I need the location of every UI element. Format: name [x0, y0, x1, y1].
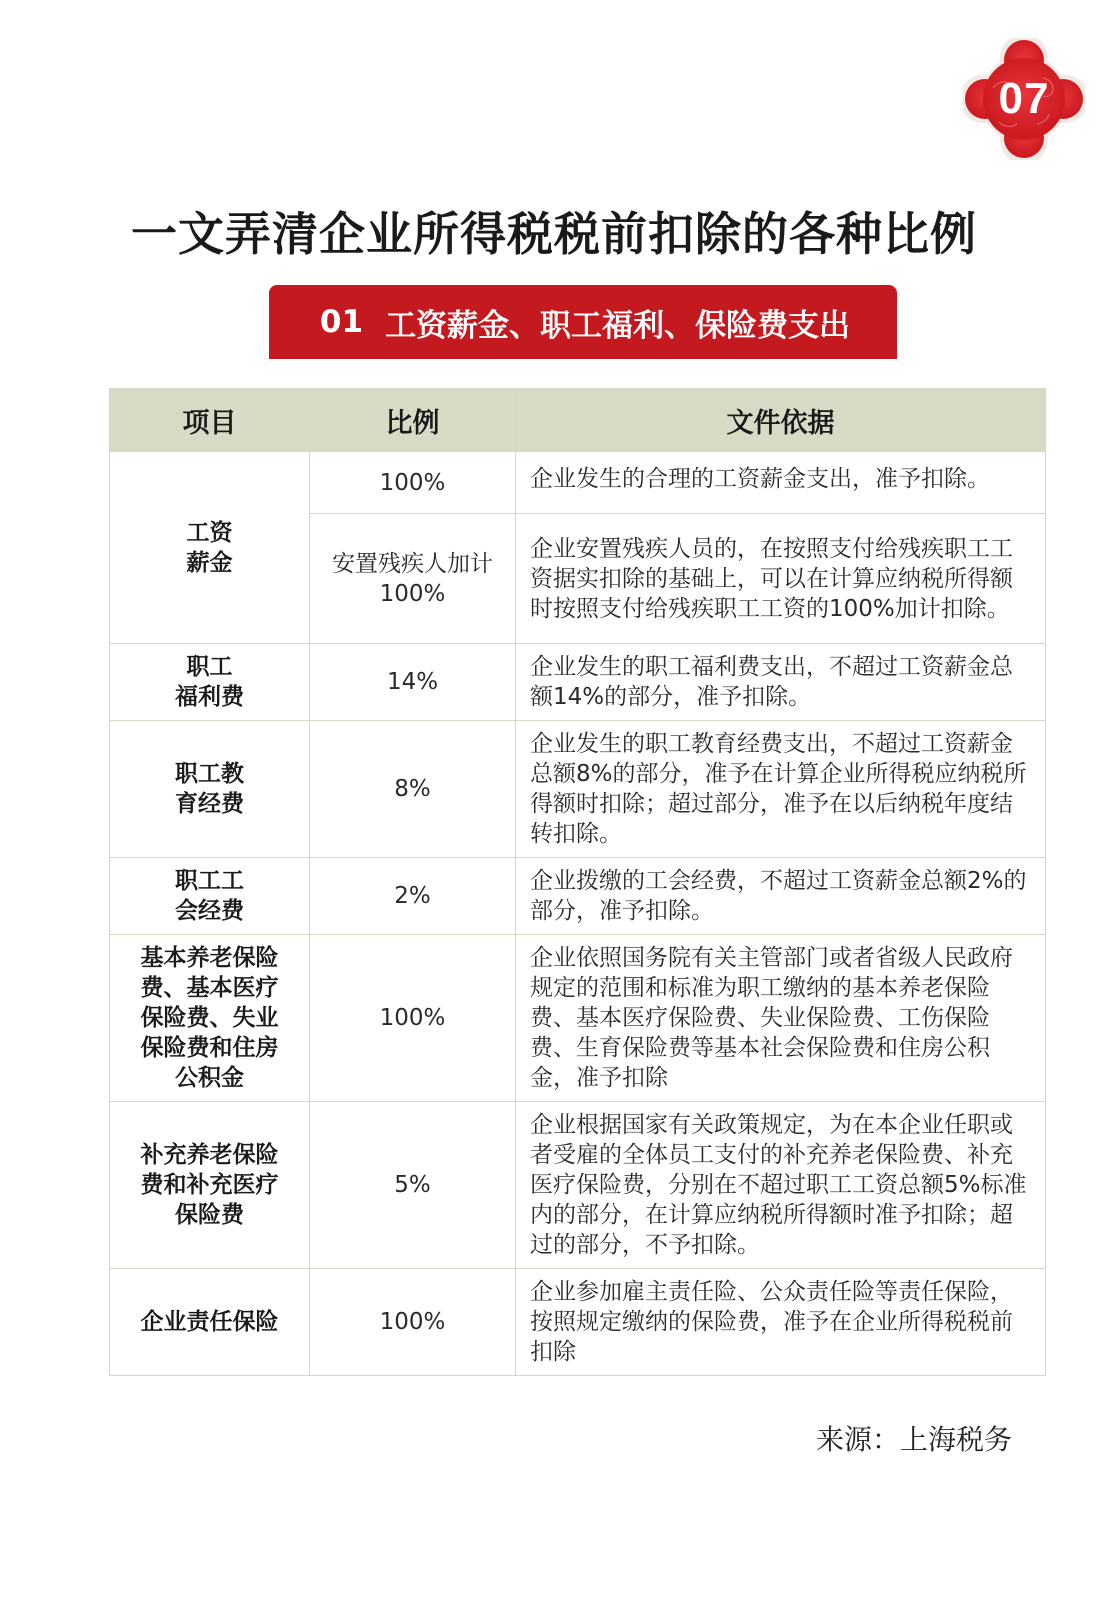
row-item: 补充养老保险 费和补充医疗 保险费	[110, 1102, 310, 1269]
table-row	[110, 858, 1046, 935]
table-row	[110, 1269, 1046, 1376]
row-item: 基本养老保险 费、基本医疗 保险费、失业 保险费和住房 公积金	[110, 935, 310, 1102]
row-ratio: 100%	[310, 935, 516, 1102]
row-basis: 企业发生的职工福利费支出，不超过工资薪金总额14%的部分，准予扣除。	[516, 644, 1046, 721]
row-basis: 企业根据国家有关政策规定，为在本企业任职或者受雇的全体员工支付的补充养老保险费、补充医疗保险费，分别在不超过职工工资总额5%标准内的部分，在计算应纳税所得额时准予扣除；超过的部分，不予扣除。	[516, 1102, 1046, 1269]
section-banner	[269, 285, 897, 359]
row-item: 工资 薪金	[110, 452, 310, 644]
row-basis: 企业发生的合理的工资薪金支出，准予扣除。	[516, 452, 1046, 514]
row-ratio: 14%	[310, 644, 516, 721]
row-ratio: 2%	[310, 858, 516, 935]
row-ratio: 5%	[310, 1102, 516, 1269]
row-basis: 企业依照国务院有关主管部门或者省级人民政府规定的范围和标准为职工缴纳的基本养老保险费、基本医疗保险费、失业保险费、工伤保险费、生育保险费等基本社会保险费和住房公积金，准予扣除	[516, 935, 1046, 1102]
row-ratio: 100%	[310, 1269, 516, 1376]
page-number: 07	[998, 74, 1050, 123]
row-item: 企业责任保险	[110, 1269, 310, 1376]
table-row	[110, 644, 1046, 721]
table-row	[110, 935, 1046, 1102]
row-basis: 企业安置残疾人员的，在按照支付给残疾职工工资据实扣除的基础上，可以在计算应纳税所得额时按照支付给残疾职工工资的100%加计扣除。	[516, 514, 1046, 644]
page-title: 一文弄清企业所得税税前扣除的各种比例	[131, 207, 977, 261]
section-title: 工资薪金、职工福利、保险费支出	[385, 307, 851, 344]
table-header-row	[110, 389, 1046, 452]
row-basis: 企业参加雇主责任险、公众责任险等责任保险，按照规定缴纳的保险费，准予在企业所得税税前扣除	[516, 1269, 1046, 1376]
header-item: 项目	[110, 389, 310, 452]
row-item: 职工 福利费	[110, 644, 310, 721]
row-ratio: 安置残疾人加计 100%	[310, 514, 516, 644]
source-note: 来源：上海税务	[815, 1423, 1012, 1456]
header-basis: 文件依据	[516, 389, 1046, 452]
row-ratio: 100%	[310, 452, 516, 514]
table-row	[110, 1102, 1046, 1269]
page-number-badge	[963, 38, 1085, 160]
table-row	[110, 452, 1046, 514]
row-item: 职工教 育经费	[110, 721, 310, 858]
row-item: 职工工 会经费	[110, 858, 310, 935]
row-basis: 企业拨缴的工会经费，不超过工资薪金总额2%的部分，准予扣除。	[516, 858, 1046, 935]
row-ratio: 8%	[310, 721, 516, 858]
header-ratio: 比例	[310, 389, 516, 452]
section-number: 01	[319, 304, 364, 340]
deduction-table	[109, 388, 1045, 1376]
table-row	[110, 721, 1046, 858]
row-basis: 企业发生的职工教育经费支出，不超过工资薪金总额8%的部分，准予在计算企业所得税应纳税所得额时扣除；超过部分，准予在以后纳税年度结转扣除。	[516, 721, 1046, 858]
